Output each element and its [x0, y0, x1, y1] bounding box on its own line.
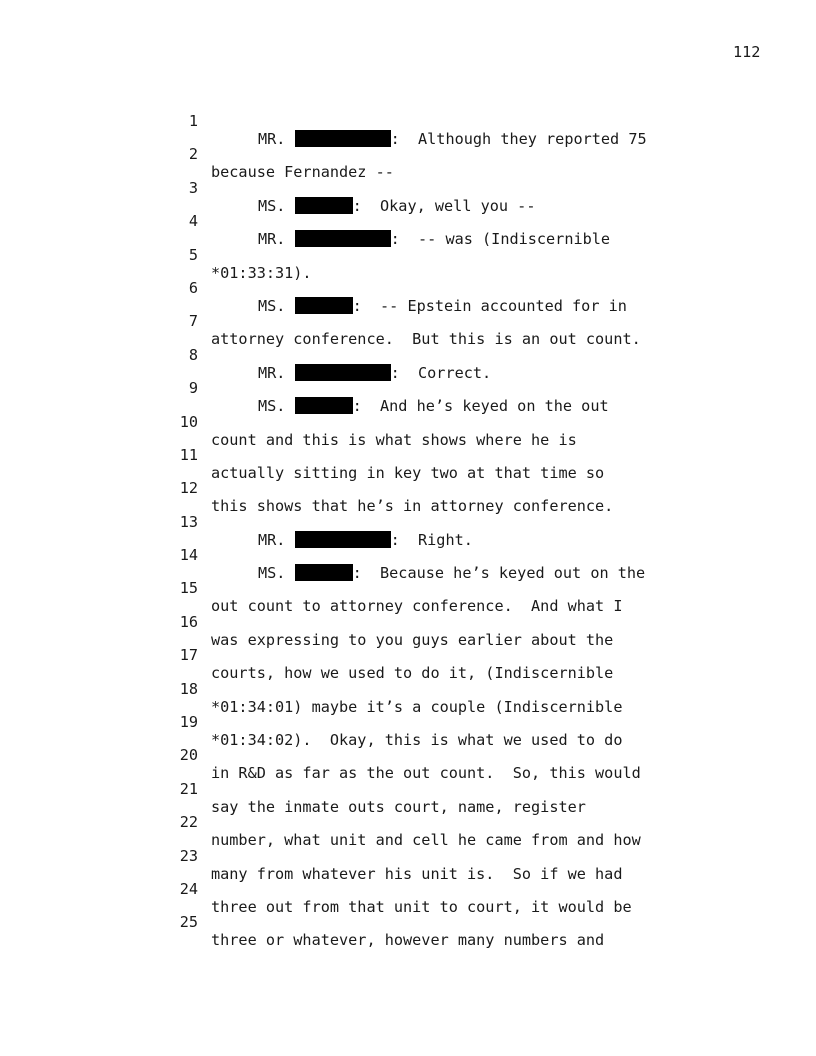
transcript-line — [176, 461, 696, 516]
page-number: 112 — [733, 43, 761, 61]
line-number: 10 — [179, 412, 198, 431]
line-number: 3 — [188, 178, 198, 197]
speaker-title: MR. — [258, 230, 286, 249]
transcript-line — [176, 695, 696, 750]
transcript-line — [176, 127, 696, 182]
line-number: 7 — [188, 312, 198, 331]
line-text: : And he’s keyed on the out — [352, 397, 609, 416]
line-text: : -- Epstein accounted for in — [352, 296, 627, 315]
transcript-line — [176, 428, 696, 482]
line-number: 15 — [179, 579, 198, 598]
transcript-line — [176, 261, 696, 315]
speaker-title: MS. — [258, 296, 286, 315]
line-number: 1 — [188, 112, 198, 130]
line-text: was expressing to you guys earlier about the — [211, 630, 614, 649]
line-text: : Correct. — [390, 363, 492, 382]
line-number: 5 — [188, 245, 198, 264]
transcript-line — [176, 294, 696, 349]
line-text: attorney conference. But this is an out count. — [211, 330, 641, 349]
line-text: three or whatever, however many numbers and — [211, 931, 605, 950]
transcript-line — [176, 895, 696, 950]
transcript-line — [176, 161, 696, 215]
line-number: 18 — [179, 679, 198, 698]
line-number: 14 — [179, 546, 198, 565]
line-text: in R&D as far as the out count. So, this would — [211, 764, 641, 783]
speaker-title: MS. — [258, 397, 286, 416]
line-text: : Right. — [390, 530, 473, 549]
transcript-body — [176, 94, 696, 950]
speaker-title: MS. — [258, 564, 286, 583]
transcript-line — [176, 829, 696, 883]
transcript-line — [176, 862, 696, 916]
line-number: 22 — [179, 813, 198, 832]
line-number: 24 — [179, 879, 198, 898]
transcript-line — [176, 762, 696, 816]
transcript-line — [176, 795, 696, 850]
line-number: 25 — [179, 913, 198, 932]
speaker-title: MR. — [258, 363, 286, 382]
line-number: 2 — [188, 145, 198, 164]
line-number: 11 — [179, 445, 198, 464]
line-text: *01:33:31). — [211, 263, 312, 282]
transcript-line — [176, 561, 696, 616]
line-text: *01:34:02). Okay, this is what we used to do — [211, 731, 623, 750]
line-text: courts, how we used to do it, (Indiscernible — [211, 664, 614, 683]
speaker-title: MR. — [258, 130, 286, 148]
line-text: three out from that unit to court, it would be — [211, 897, 632, 916]
line-text: this shows that he’s in attorney conference. — [211, 497, 614, 516]
line-text: *01:34:01) maybe it’s a couple (Indiscernible — [211, 697, 623, 716]
transcript-line — [176, 495, 696, 549]
line-number: 21 — [179, 779, 198, 798]
line-number: 13 — [179, 512, 198, 531]
transcript-line — [176, 194, 696, 249]
line-text: number, what unit and cell he came from and how — [211, 831, 641, 850]
transcript-line — [176, 94, 696, 148]
transcript-line — [176, 328, 696, 382]
line-number: 19 — [179, 713, 198, 732]
line-number: 12 — [179, 479, 198, 498]
transcript-line — [176, 361, 696, 416]
line-number: 9 — [188, 379, 198, 398]
line-text: : Okay, well you -- — [352, 196, 536, 215]
transcript-line — [176, 395, 696, 449]
line-text: out count to attorney conference. And what I — [211, 597, 623, 616]
line-number: 8 — [188, 345, 198, 364]
transcript-line — [176, 528, 696, 583]
line-number: 23 — [179, 846, 198, 865]
transcript-line — [176, 628, 696, 683]
line-number: 6 — [188, 278, 198, 297]
line-text: many from whatever his unit is. So if we had — [211, 864, 623, 883]
speaker-title: MS. — [258, 196, 286, 215]
transcript-line — [176, 228, 696, 282]
line-text: count and this is what shows where he is — [211, 430, 577, 449]
line-number: 4 — [188, 212, 198, 231]
line-text: : Because he’s keyed out on the — [352, 564, 646, 583]
speaker-title: MR. — [258, 530, 286, 549]
transcript-line — [176, 728, 696, 783]
transcript-line — [176, 662, 696, 716]
line-text: actually sitting in key two at that time so — [211, 463, 605, 482]
line-number: 16 — [179, 612, 198, 631]
line-text: say the inmate outs court, name, register — [211, 797, 586, 816]
line-number: 17 — [179, 646, 198, 665]
line-number: 20 — [179, 746, 198, 765]
transcript-line — [176, 595, 696, 649]
line-text: because Fernandez -- — [211, 163, 394, 182]
line-text: : Although they reported 75 — [390, 130, 647, 148]
line-text: : -- was (Indiscernible — [390, 230, 611, 249]
